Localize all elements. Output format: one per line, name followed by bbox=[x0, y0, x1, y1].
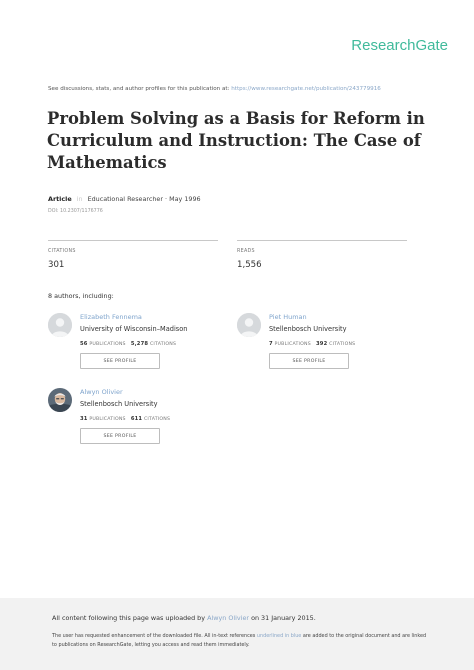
enhancement-note bbox=[52, 632, 432, 650]
see-profile-button[interactable]: SEE PROFILE bbox=[80, 353, 160, 369]
authors-heading: 8 authors, including: bbox=[48, 292, 114, 300]
meta-separator: in bbox=[76, 195, 83, 203]
enhancement-prefix: The user has requested enhancement of the downloaded file. All in-text references bbox=[52, 633, 256, 639]
see-profile-button[interactable]: SEE PROFILE bbox=[80, 428, 160, 444]
doi: DOI: 10.2307/1176776 bbox=[48, 209, 103, 214]
upload-prefix: All content following this page was uploaded by bbox=[52, 614, 206, 622]
author-name[interactable]: Piet Human bbox=[269, 313, 307, 321]
reads-count: 1,556 bbox=[237, 260, 262, 270]
source-prefix: See discussions, stats, and author profiles for this publication at: bbox=[48, 86, 230, 92]
author-stats bbox=[80, 416, 240, 422]
citations-count: 301 bbox=[48, 260, 65, 270]
author-institution: University of Wisconsin–Madison bbox=[80, 325, 188, 333]
citations-stat bbox=[48, 240, 218, 270]
author-name[interactable]: Alwyn Olivier bbox=[80, 388, 123, 396]
publication-title: Problem Solving as a Basis for Reform in Curriculum and Instruction: The Case of Mathematics bbox=[47, 109, 425, 172]
publication-meta bbox=[48, 195, 201, 203]
author-institution: Stellenbosch University bbox=[269, 325, 347, 333]
avatar-placeholder-icon[interactable] bbox=[237, 313, 261, 337]
citations-label: CITATIONS bbox=[48, 249, 76, 254]
see-profile-button[interactable]: SEE PROFILE bbox=[269, 353, 349, 369]
publications-label: PUBLICATIONS bbox=[89, 417, 126, 422]
footer bbox=[0, 598, 474, 670]
journal-info: Educational Researcher · May 1996 bbox=[87, 195, 201, 203]
reads-stat bbox=[237, 240, 407, 270]
publication-type: Article bbox=[48, 195, 72, 203]
author-photo[interactable] bbox=[48, 388, 72, 412]
reads-label: READS bbox=[237, 249, 255, 254]
author-citations: 611 bbox=[130, 416, 143, 422]
citations-label: CITATIONS bbox=[143, 417, 171, 422]
author-stats bbox=[80, 341, 240, 347]
author-name[interactable]: Elizabeth Fennema bbox=[80, 313, 142, 321]
author-institution: Stellenbosch University bbox=[80, 400, 158, 408]
author-publications: 31 bbox=[80, 416, 88, 422]
author-publications: 7 bbox=[269, 341, 273, 347]
citations-label: CITATIONS bbox=[149, 342, 177, 347]
upload-suffix: on 31 January 2015. bbox=[251, 614, 316, 622]
author-citations: 392 bbox=[316, 341, 328, 347]
publication-link[interactable]: https://www.researchgate.net/publication/243779916 bbox=[231, 86, 381, 92]
source-line bbox=[48, 86, 448, 92]
author-stats bbox=[269, 341, 429, 347]
researchgate-logo[interactable]: ResearchGate bbox=[351, 37, 448, 54]
avatar-placeholder-icon[interactable] bbox=[48, 313, 72, 337]
author-citations: 5,278 bbox=[130, 341, 149, 347]
enhancement-suffix: are added to the original document and are linked to publications on ResearchGate, letting you access and read them immediately. bbox=[52, 633, 427, 648]
underlined-link[interactable]: underlined in blue bbox=[256, 633, 302, 639]
publications-label: PUBLICATIONS bbox=[274, 342, 311, 347]
uploader-link[interactable]: Alwyn Olivier bbox=[207, 614, 250, 622]
upload-note bbox=[52, 614, 316, 622]
citations-label: CITATIONS bbox=[329, 342, 356, 347]
author-publications: 56 bbox=[80, 341, 88, 347]
publications-label: PUBLICATIONS bbox=[89, 342, 126, 347]
